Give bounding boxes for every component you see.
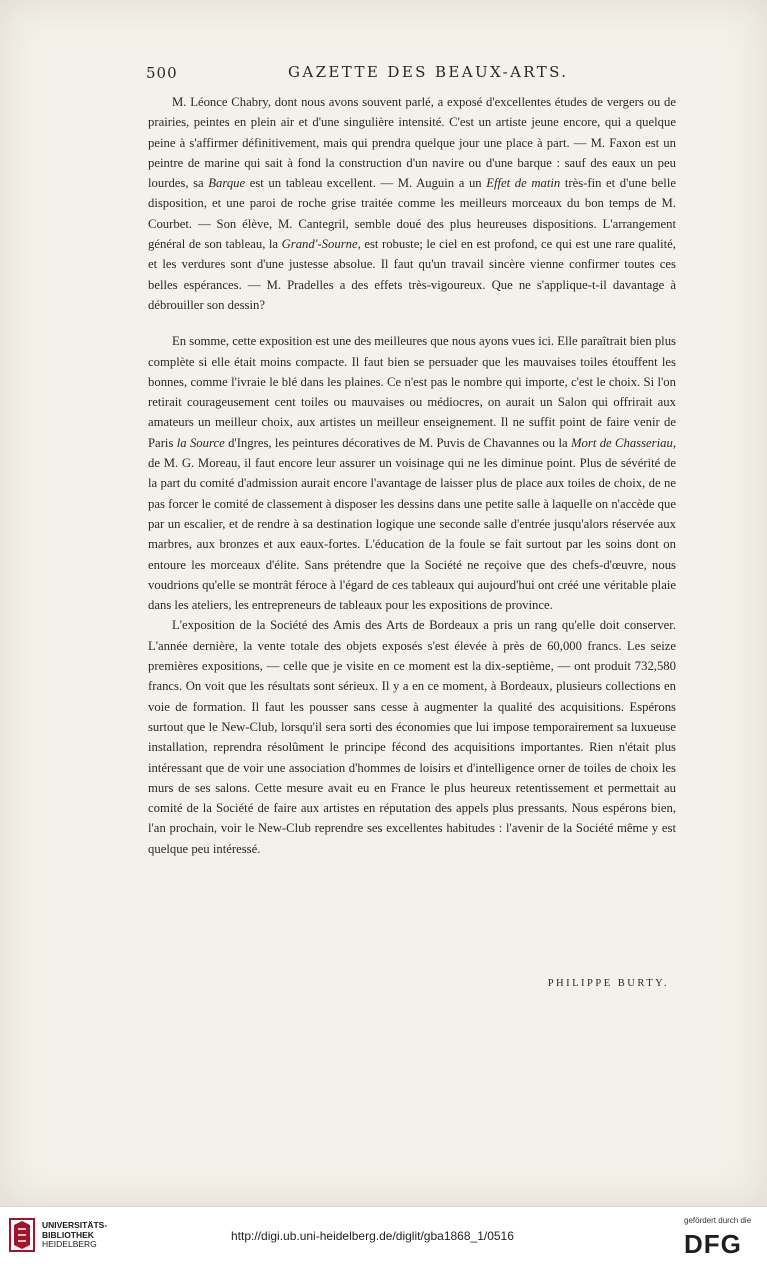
author-signature: PHILIPPE BURTY. <box>547 978 669 989</box>
paragraph-3: L'exposition de la Société des Amis des Arts de Bordeaux a pris un rang qu'elle doit conserver. L'année dernière, la vente totale des objets exposés s'est élevée à près de 60,000 francs. Les seize premières expositions, — celle que je visite en ce moment est la dix-septième, — ont produit 732,580 francs. On voit que les résultats sont sérieux. Il y a en ce moment, à Bordeaux, plusieurs collections en voie de formation. Il faut les pousser sans cesse à augmenter la qualité des acquisitions. Espérons surtout que le New-Club, lorsqu'il sera sorti des économies que lui impose temporairement sa luxueuse installation, reprendra résolûment le principe fécond des acquisitions importantes. Rien n'était plus intéressant que de voir une association d'hommes de loisirs et d'intelligence orner de toiles de choix les murs de ses salons. Cette mesure avait eu en France le plus heureux retentissement et permettait au comité de la Société de faire aux artistes en réputation des appels plus pressants. Nous espérons bien, l'an prochain, voir le New-Club reprendre ses excellentes habitudes : l'avenir de la Société même y est quelque peu intéressé. <box>148 618 676 856</box>
artwork-title: Grand'-Sourne, <box>281 237 361 252</box>
library-logo-icon[interactable] <box>8 1217 36 1253</box>
page-number: 500 <box>146 64 178 82</box>
paragraph-2 <box>148 331 676 615</box>
permalink-url[interactable]: http://digi.ub.uni-heidelberg.de/diglit/gba1868_1/0516 <box>231 1229 514 1243</box>
text-run: En somme, cette exposition est une des meilleures que nous ayons vues ici. Elle paraîtrait bien plus complète si elle était moins compacte. Il faut bien se persuader que les mauvaises toiles étouffent les bonnes, comme l'ivraie le blé dans les plaines. Ce n'est pas le nombre qui importe, c'est le choix. Si l'on retirait courageusement cent toiles ou mauvaises ou médiocres, on aurait un Salon qui offrirait aux amateurs un meilleur choix, aux artistes un meilleur enseignement. Il ne suffit point de faire venir de Paris <box>148 334 676 450</box>
text-run: très-fin et d'une belle disposition, et une paroi de roche grise traitée comme les meilleurs morceaux du bon temps de M. Courbet. — Son élève, M. Cantegril, semble doué des plus heureuses dispositions. L'arrangement général de son tableau, la <box>148 176 676 252</box>
text-run: est un tableau excellent. — M. Auguin a un <box>245 176 487 191</box>
text-run: M. Léonce Chabry, dont nous avons souvent parlé, a exposé d'excellentes études de vergers ou de prairies, peintes en plein air et d'une singulière intensité. C'est un artiste jeune encore, qui a quelque peine à s'affirmer définitivement, mais qui prendra quelque jour une place à part. — M. Faxon est un peintre de marine qui sait à fond la construction d'un navire ou d'une barque : sauf des eaux un peu lourdes, sa <box>148 95 676 191</box>
library-name-line: UNIVERSITÄTS- <box>42 1220 108 1230</box>
artwork-title: la Source <box>176 435 225 450</box>
running-title: GAZETTE DES BEAUX-ARTS. <box>288 63 569 81</box>
library-name-line: HEIDELBERG <box>42 1239 97 1249</box>
dfg-logo[interactable]: DFG <box>684 1229 742 1259</box>
digitization-footer <box>0 1206 767 1264</box>
artwork-title: Barque <box>208 176 246 191</box>
paragraph-1 <box>148 92 676 315</box>
artwork-title: Effet de matin <box>486 176 561 191</box>
text-run: est robuste; le ciel en est profond, ce qui est une rare qualité, et les verdures sont d'une justesse absolue. Il faut qu'un travail sincère vienne confirmer toutes ces belles espérances. — M. Pradelles a des effets très-vigoureux. Que ne s'applique-t-il davantage à débrouiller son dessin? <box>148 237 676 312</box>
funding-caption: gefördert durch die <box>684 1216 752 1225</box>
library-name-line: BIBLIOTHEK <box>42 1229 94 1240</box>
text-run: de M. G. Moreau, il faut encore leur assurer un voisinage qui ne les diminue point. Plus de sévérité de la part du comité d'admission aurait encore l'avantage de laisser plus de place aux toiles de choix, de ne pas forcer le comité de classement à disposer les dessins dans une petite salle à laquelle on n'accède que par un escalier, et de rendre à sa destination logique une seconde salle d'entrée jusqu'alors réservée aux marbres, aux bronzes et aux eaux-fortes. L'éducation de la foule se fait surtout par les soins dont on entoure les morceaux d'élite. Sans prétendre que la Société ne reçoive que des chefs-d'œuvre, nous voudrions qu'elle se montrât féroce à l'égard de ces tableaux qui aujourd'hui ont créé une véritable plaie dans les ateliers, les entrepreneurs de tableaux pour les expositions de province. <box>148 456 676 613</box>
article-body <box>148 92 676 859</box>
artwork-title: Mort de Chasseriau, <box>570 435 677 450</box>
text-run: d'Ingres, les peintures décoratives de M. Puvis de Chavannes ou la <box>224 435 571 450</box>
library-name[interactable] <box>42 1221 107 1250</box>
